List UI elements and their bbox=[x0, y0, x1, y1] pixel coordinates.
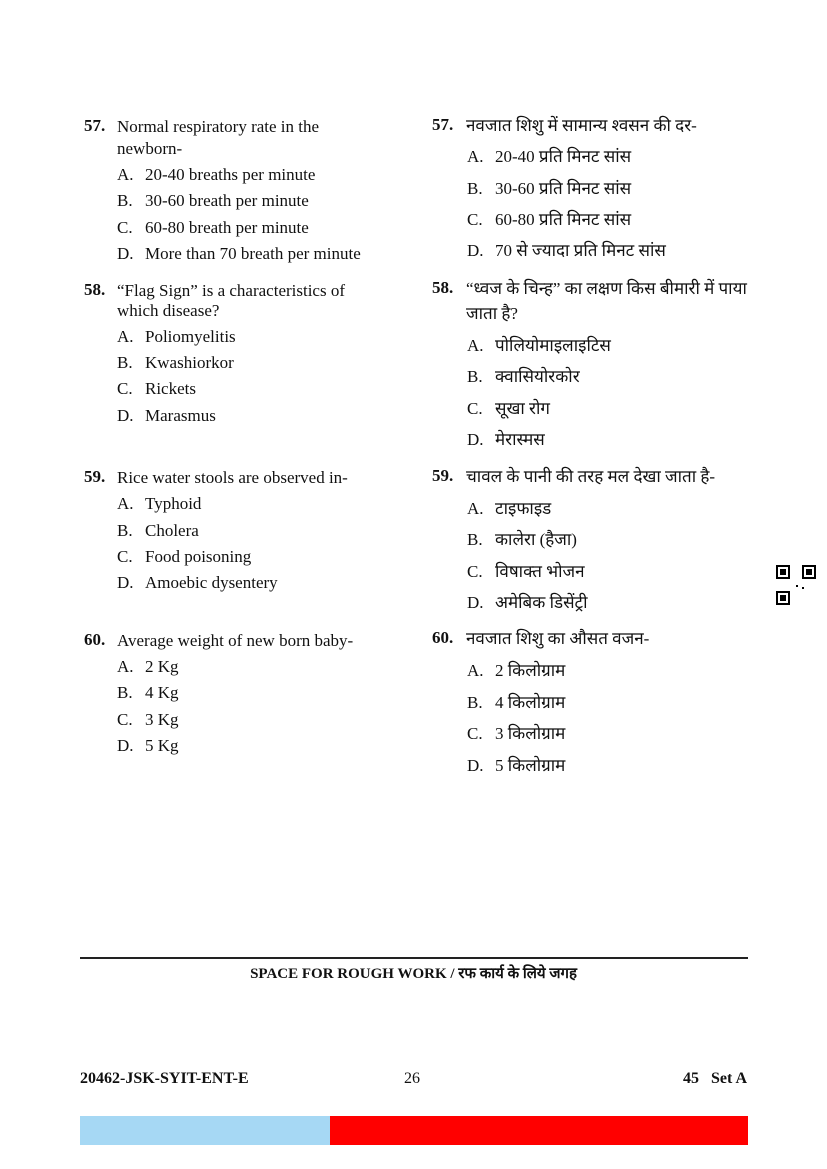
option-text: Cholera bbox=[145, 521, 199, 540]
option-letter: B. bbox=[117, 353, 133, 372]
option-text: 2 Kg bbox=[145, 657, 179, 676]
option-text: पोलियोमाइलाइटिस bbox=[495, 336, 611, 355]
question-text: newborn- bbox=[117, 139, 183, 158]
option-text: Kwashiorkor bbox=[145, 353, 234, 372]
option-letter: C. bbox=[467, 562, 483, 581]
question-number: 58. bbox=[432, 278, 454, 297]
option-text: More than 70 breath per minute bbox=[145, 244, 361, 263]
option-text: मेरास्मस bbox=[495, 430, 545, 449]
option-text: Typhoid bbox=[145, 494, 202, 513]
option-letter: C. bbox=[117, 218, 133, 237]
question-number: 59. bbox=[84, 467, 106, 486]
question-number: 57. bbox=[432, 115, 454, 134]
option-text: 4 किलोग्राम bbox=[495, 693, 566, 712]
option-letter: B. bbox=[117, 191, 133, 210]
option-text: सूखा रोग bbox=[495, 399, 550, 418]
option-letter: A. bbox=[117, 327, 134, 346]
paper-code: 20462-JSK-SYIT-ENT-E bbox=[80, 1070, 249, 1087]
question-text: Average weight of new born baby- bbox=[117, 631, 354, 650]
option-text: टाइफाइड bbox=[495, 499, 552, 518]
option-letter: B. bbox=[467, 530, 483, 549]
option-text: 70 से ज्यादा प्रति मिनट सांस bbox=[495, 241, 666, 260]
question-number: 60. bbox=[432, 628, 454, 647]
option-text: 60-80 प्रति मिनट सांस bbox=[495, 210, 632, 229]
option-text: Marasmus bbox=[145, 406, 216, 425]
option-text: 30-60 breath per minute bbox=[145, 191, 309, 210]
question-text: जाता है? bbox=[466, 304, 518, 323]
option-letter: A. bbox=[467, 147, 484, 166]
question-text: चावल के पानी की तरह मल देखा जाता है- bbox=[466, 467, 716, 486]
option-text: कालेरा (हैजा) bbox=[495, 530, 577, 549]
option-letter: A. bbox=[467, 499, 484, 518]
option-text: Rickets bbox=[145, 379, 196, 398]
option-letter: C. bbox=[467, 399, 483, 418]
qr-code-icon bbox=[776, 565, 816, 605]
option-text: क्वासियोरकोर bbox=[495, 367, 580, 386]
footer-bar-blue bbox=[80, 1116, 330, 1145]
option-letter: D. bbox=[117, 736, 134, 755]
question-text: नवजात शिशु का औसत वजन- bbox=[466, 629, 650, 648]
question-text: Normal respiratory rate in the bbox=[117, 117, 320, 136]
option-text: Food poisoning bbox=[145, 547, 252, 566]
option-letter: B. bbox=[117, 521, 133, 540]
option-letter: A. bbox=[117, 657, 134, 676]
question-text: Rice water stools are observed in- bbox=[117, 468, 348, 487]
question-number: 58. bbox=[84, 280, 106, 299]
question-text: which disease? bbox=[117, 301, 220, 320]
option-letter: A. bbox=[117, 494, 134, 513]
option-text: 3 Kg bbox=[145, 710, 179, 729]
option-letter: A. bbox=[467, 661, 484, 680]
option-letter: C. bbox=[467, 210, 483, 229]
option-letter: C. bbox=[467, 724, 483, 743]
option-letter: D. bbox=[117, 406, 134, 425]
option-text: Amoebic dysentery bbox=[145, 573, 278, 592]
question-number: 60. bbox=[84, 630, 106, 649]
option-text: 5 Kg bbox=[145, 736, 179, 755]
set-label: 45 Set A bbox=[683, 1070, 747, 1087]
option-text: 30-60 प्रति मिनट सांस bbox=[495, 179, 632, 198]
question-text: “ध्वज के चिन्ह” का लक्षण किस बीमारी में पाया bbox=[466, 279, 747, 298]
question-number: 57. bbox=[84, 116, 106, 135]
option-text: 4 Kg bbox=[145, 683, 179, 702]
page-number: 26 bbox=[404, 1070, 420, 1087]
option-letter: A. bbox=[467, 336, 484, 355]
option-text: Poliomyelitis bbox=[145, 327, 236, 346]
option-letter: D. bbox=[467, 593, 484, 612]
option-text: 5 किलोग्राम bbox=[495, 756, 566, 775]
option-letter: C. bbox=[117, 710, 133, 729]
option-letter: D. bbox=[467, 430, 484, 449]
option-text: 60-80 breath per minute bbox=[145, 218, 309, 237]
option-letter: B. bbox=[467, 693, 483, 712]
option-letter: D. bbox=[467, 241, 484, 260]
option-letter: D. bbox=[467, 756, 484, 775]
footer-bar-red bbox=[330, 1116, 748, 1145]
option-text: अमेबिक डिसेंट्री bbox=[495, 593, 588, 612]
option-text: विषाक्त भोजन bbox=[495, 562, 585, 581]
option-letter: B. bbox=[467, 367, 483, 386]
rough-work-heading: SPACE FOR ROUGH WORK / रफ कार्य के लिये जगह bbox=[250, 966, 577, 982]
option-letter: A. bbox=[117, 165, 134, 184]
question-text: नवजात शिशु में सामान्य श्वसन की दर- bbox=[466, 116, 697, 135]
question-text: “Flag Sign” is a characteristics of bbox=[117, 281, 346, 300]
option-text: 20-40 breaths per minute bbox=[145, 165, 316, 184]
option-text: 2 किलोग्राम bbox=[495, 661, 566, 680]
option-letter: C. bbox=[117, 547, 133, 566]
option-letter: B. bbox=[467, 179, 483, 198]
divider-line bbox=[80, 957, 748, 959]
option-letter: C. bbox=[117, 379, 133, 398]
option-letter: D. bbox=[117, 573, 134, 592]
question-number: 59. bbox=[432, 466, 454, 485]
option-letter: D. bbox=[117, 244, 134, 263]
option-text: 20-40 प्रति मिनट सांस bbox=[495, 147, 632, 166]
option-text: 3 किलोग्राम bbox=[495, 724, 566, 743]
option-letter: B. bbox=[117, 683, 133, 702]
